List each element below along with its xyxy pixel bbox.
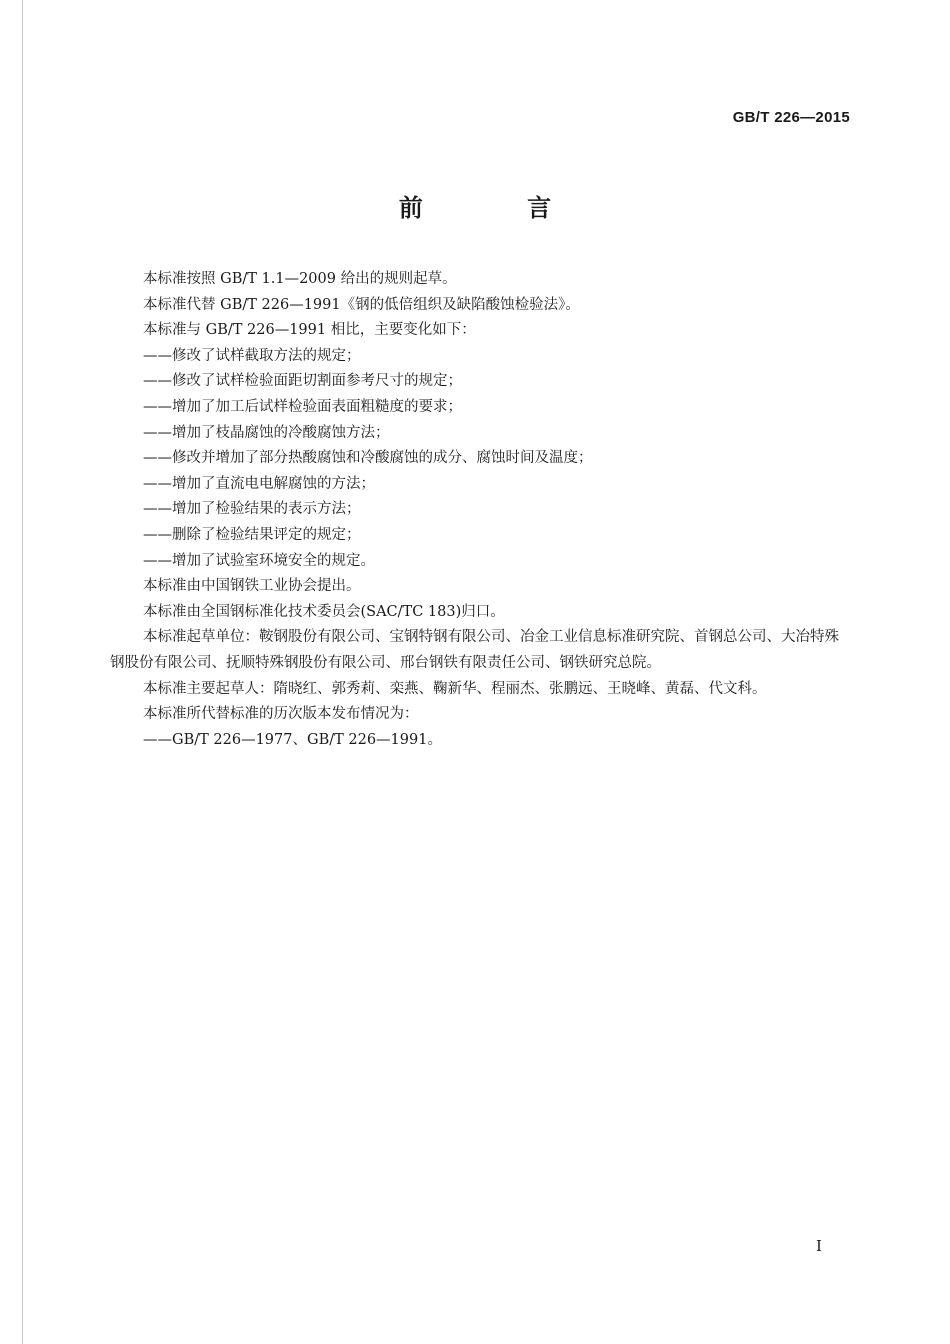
- change-item: ——增加了试验室环境安全的规定。: [143, 552, 375, 569]
- change-item: ——修改了试样检验面距切割面参考尺寸的规定；: [143, 373, 462, 390]
- standard-code: GB/T 226—2015: [732, 109, 850, 126]
- foreword-body: [110, 267, 850, 753]
- page-title: 前 言: [398, 194, 600, 222]
- paragraph: 本标准所代替标准的历次版本发布情况为：: [143, 706, 419, 723]
- change-item: ——增加了加工后试样检验面表面粗糙度的要求；: [143, 398, 462, 415]
- change-item: ——增加了直流电电解腐蚀的方法；: [143, 475, 375, 492]
- change-item: ——修改并增加了部分热酸腐蚀和冷酸腐蚀的成分、腐蚀时间及温度；: [143, 450, 593, 467]
- paragraph: 本标准由中国钢铁工业协会提出。: [143, 578, 361, 595]
- page-number: I: [816, 1237, 822, 1255]
- paragraph: 本标准代替 GB/T 226—1991《钢的低倍组织及缺陷酸蚀检验法》。: [143, 296, 580, 313]
- paragraph: 本标准按照 GB/T 1.1—2009 给出的规则起草。: [143, 271, 457, 287]
- change-item: ——删除了检验结果评定的规定；: [143, 526, 361, 543]
- history-item: ——GB/T 226—1977、GB/T 226—1991。: [143, 731, 442, 748]
- paragraph: 本标准由全国钢标准化技术委员会(SAC/TC 183)归口。: [143, 603, 505, 620]
- paragraph: 本标准与 GB/T 226—1991 相比，主要变化如下：: [143, 322, 476, 339]
- change-item: ——增加了检验结果的表示方法；: [143, 501, 361, 518]
- drafting-units-paragraph: 本标准起草单位：鞍钢股份有限公司、宝钢特钢有限公司、冶金工业信息标准研究院、首钢总公司、大冶特殊钢股份有限公司、抚顺特殊钢股份有限公司、邢台钢铁有限责任公司、钢铁研究总院。: [110, 629, 839, 671]
- change-item: ——修改了试样截取方法的规定；: [143, 347, 361, 364]
- drafters-paragraph: 本标准主要起草人：隋晓红、郭秀莉、栾燕、鞠新华、程丽杰、张鹏远、王晓峰、黄磊、代文科。: [143, 680, 767, 697]
- change-item: ——增加了枝晶腐蚀的冷酸腐蚀方法；: [143, 424, 390, 441]
